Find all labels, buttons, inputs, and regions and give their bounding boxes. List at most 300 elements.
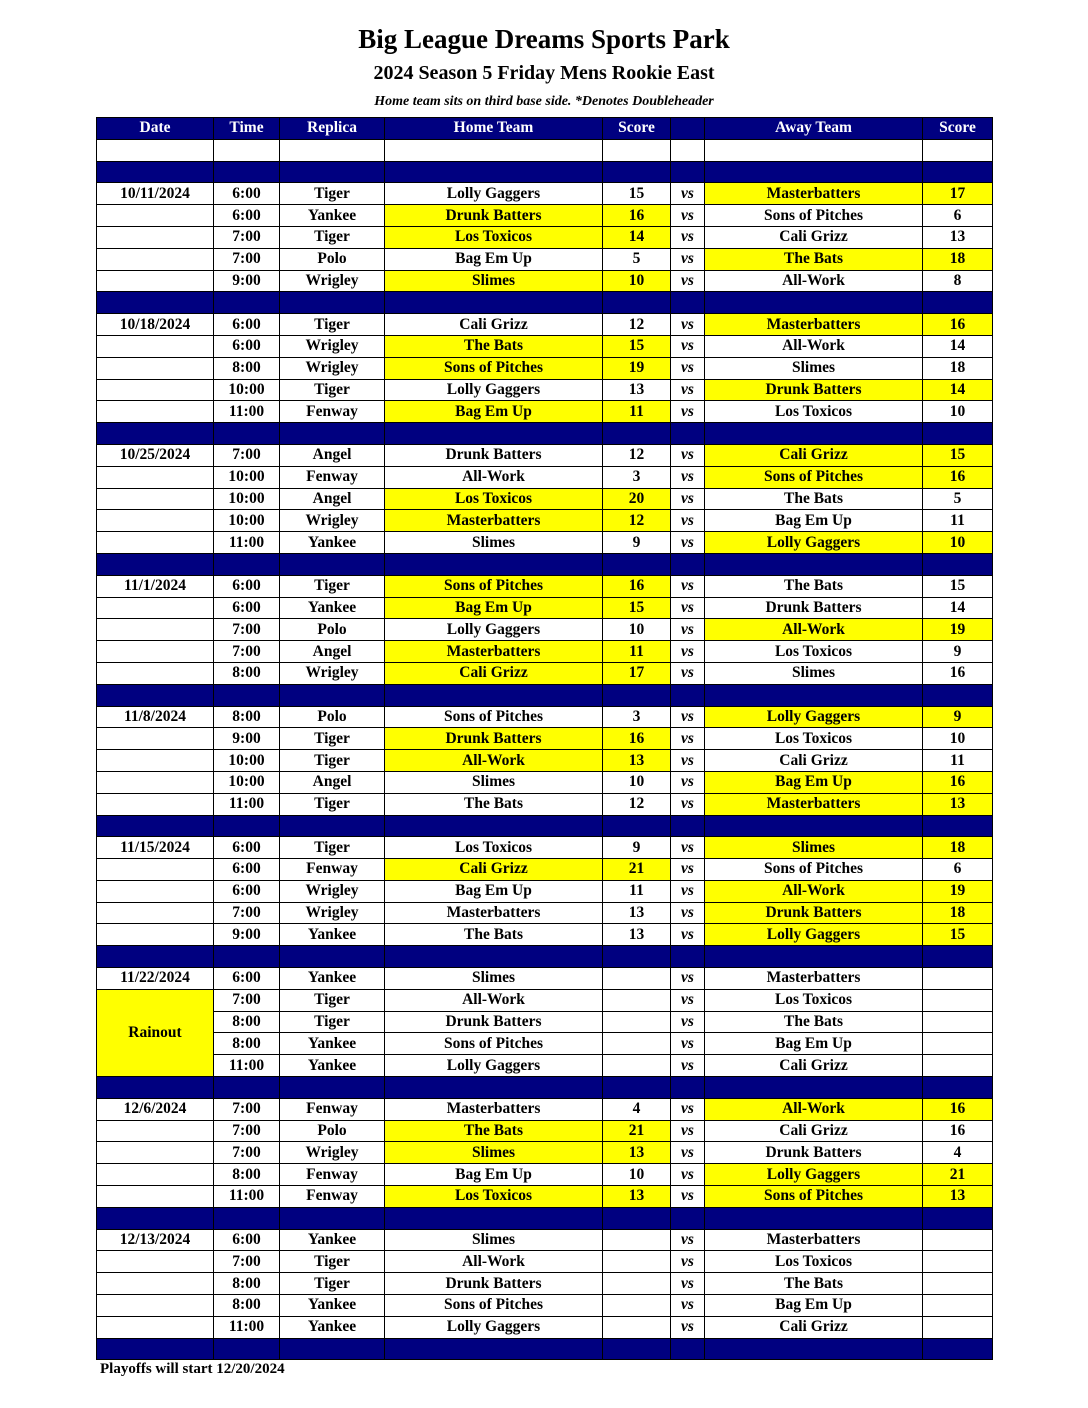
- game-replica: Wrigley: [280, 662, 385, 684]
- separator-cell: [923, 815, 993, 837]
- away-team: Masterbatters: [705, 314, 923, 336]
- game-row: [97, 1120, 993, 1142]
- home-score: 21: [603, 859, 671, 881]
- home-score: [603, 1011, 671, 1033]
- away-score: 11: [923, 510, 993, 532]
- game-row: [97, 750, 993, 772]
- vs-label: vs: [671, 1011, 705, 1033]
- game-row: [97, 357, 993, 379]
- separator-row: [97, 553, 993, 575]
- game-replica: Wrigley: [280, 880, 385, 902]
- separator-cell: [705, 815, 923, 837]
- home-team: Bag Em Up: [385, 1164, 603, 1186]
- game-row: [97, 444, 993, 466]
- date-blank-cell: [97, 750, 214, 772]
- date-blank-cell: [97, 902, 214, 924]
- away-score: 9: [923, 641, 993, 663]
- away-team: All-Work: [705, 270, 923, 292]
- date-blank-cell: [97, 771, 214, 793]
- game-row: [97, 771, 993, 793]
- col-header-home-team: Home Team: [385, 118, 603, 140]
- game-time: 6:00: [214, 859, 280, 881]
- game-time: 7:00: [214, 1098, 280, 1120]
- game-date: 11/15/2024: [97, 837, 214, 859]
- game-row: [97, 335, 993, 357]
- game-time: 7:00: [214, 1251, 280, 1273]
- vs-label: vs: [671, 401, 705, 423]
- away-score: 14: [923, 597, 993, 619]
- game-replica: Tiger: [280, 837, 385, 859]
- game-replica: Wrigley: [280, 357, 385, 379]
- schedule-body: [97, 139, 993, 1360]
- separator-cell: [923, 946, 993, 968]
- home-score: 16: [603, 575, 671, 597]
- game-time: 6:00: [214, 314, 280, 336]
- away-score: [923, 1229, 993, 1251]
- separator-cell: [280, 292, 385, 314]
- separator-row: [97, 161, 993, 183]
- game-row: [97, 314, 993, 336]
- away-score: 18: [923, 902, 993, 924]
- separator-cell: [671, 553, 705, 575]
- date-blank-cell: [97, 880, 214, 902]
- game-replica: Tiger: [280, 379, 385, 401]
- away-score: 16: [923, 771, 993, 793]
- home-score: 10: [603, 270, 671, 292]
- home-team: Masterbatters: [385, 510, 603, 532]
- game-date: 11/1/2024: [97, 575, 214, 597]
- game-replica: Angel: [280, 488, 385, 510]
- separator-cell: [280, 1077, 385, 1099]
- blank-cell: [603, 139, 671, 161]
- date-blank-cell: [97, 619, 214, 641]
- home-team: Cali Grizz: [385, 859, 603, 881]
- game-time: 6:00: [214, 837, 280, 859]
- away-team: Bag Em Up: [705, 1033, 923, 1055]
- away-team: Los Toxicos: [705, 1251, 923, 1273]
- away-score: 15: [923, 444, 993, 466]
- game-replica: Polo: [280, 706, 385, 728]
- away-team: Masterbatters: [705, 183, 923, 205]
- home-team: Drunk Batters: [385, 205, 603, 227]
- home-score: 11: [603, 641, 671, 663]
- separator-cell: [280, 1338, 385, 1360]
- game-row: [97, 989, 993, 1011]
- vs-label: vs: [671, 1229, 705, 1251]
- separator-cell: [671, 946, 705, 968]
- rainout-label: Rainout: [97, 989, 214, 1076]
- vs-label: vs: [671, 968, 705, 990]
- away-team: Masterbatters: [705, 793, 923, 815]
- away-team: Masterbatters: [705, 1229, 923, 1251]
- game-time: 10:00: [214, 510, 280, 532]
- home-score: 11: [603, 401, 671, 423]
- game-row: [97, 1273, 993, 1295]
- blank-cell: [280, 139, 385, 161]
- away-score: 6: [923, 859, 993, 881]
- date-blank-cell: [97, 335, 214, 357]
- away-team: All-Work: [705, 335, 923, 357]
- away-score: 18: [923, 357, 993, 379]
- game-time: 7:00: [214, 902, 280, 924]
- game-row: [97, 728, 993, 750]
- home-team: Cali Grizz: [385, 314, 603, 336]
- away-team: Cali Grizz: [705, 750, 923, 772]
- game-replica: Wrigley: [280, 1142, 385, 1164]
- away-team: Bag Em Up: [705, 510, 923, 532]
- separator-cell: [603, 161, 671, 183]
- separator-cell: [214, 553, 280, 575]
- separator-cell: [280, 815, 385, 837]
- separator-cell: [603, 815, 671, 837]
- separator-cell: [705, 1077, 923, 1099]
- separator-cell: [671, 423, 705, 445]
- date-blank-cell: [97, 532, 214, 554]
- game-row: [97, 401, 993, 423]
- game-time: 7:00: [214, 226, 280, 248]
- separator-cell: [705, 161, 923, 183]
- separator-cell: [214, 684, 280, 706]
- game-date: 10/18/2024: [97, 314, 214, 336]
- away-score: 18: [923, 837, 993, 859]
- vs-label: vs: [671, 466, 705, 488]
- vs-label: vs: [671, 1316, 705, 1338]
- game-replica: Yankee: [280, 968, 385, 990]
- game-replica: Tiger: [280, 226, 385, 248]
- home-team: Sons of Pitches: [385, 706, 603, 728]
- game-time: 6:00: [214, 597, 280, 619]
- vs-label: vs: [671, 1251, 705, 1273]
- away-team: Sons of Pitches: [705, 859, 923, 881]
- game-row: [97, 575, 993, 597]
- away-team: Los Toxicos: [705, 989, 923, 1011]
- separator-cell: [280, 684, 385, 706]
- date-blank-cell: [97, 488, 214, 510]
- separator-cell: [671, 1338, 705, 1360]
- home-score: 12: [603, 510, 671, 532]
- game-row: [97, 1186, 993, 1208]
- away-team: Lolly Gaggers: [705, 532, 923, 554]
- game-row: [97, 510, 993, 532]
- game-time: 8:00: [214, 1273, 280, 1295]
- game-replica: Tiger: [280, 728, 385, 750]
- separator-cell: [280, 553, 385, 575]
- away-score: 10: [923, 532, 993, 554]
- away-team: Los Toxicos: [705, 641, 923, 663]
- home-score: 16: [603, 205, 671, 227]
- game-time: 7:00: [214, 641, 280, 663]
- game-replica: Angel: [280, 444, 385, 466]
- away-score: 13: [923, 793, 993, 815]
- separator-row: [97, 423, 993, 445]
- game-time: 7:00: [214, 989, 280, 1011]
- home-score: 21: [603, 1120, 671, 1142]
- vs-label: vs: [671, 183, 705, 205]
- home-score: 3: [603, 466, 671, 488]
- game-date: 11/8/2024: [97, 706, 214, 728]
- game-time: 8:00: [214, 706, 280, 728]
- date-blank-cell: [97, 248, 214, 270]
- game-date: 10/11/2024: [97, 183, 214, 205]
- separator-cell: [385, 423, 603, 445]
- home-score: 13: [603, 1142, 671, 1164]
- home-team: The Bats: [385, 924, 603, 946]
- home-team: Los Toxicos: [385, 837, 603, 859]
- home-team: Masterbatters: [385, 1098, 603, 1120]
- separator-cell: [280, 423, 385, 445]
- game-time: 10:00: [214, 771, 280, 793]
- home-score: [603, 1033, 671, 1055]
- away-team: All-Work: [705, 880, 923, 902]
- separator-cell: [705, 946, 923, 968]
- home-score: 14: [603, 226, 671, 248]
- away-team: All-Work: [705, 619, 923, 641]
- game-row: [97, 466, 993, 488]
- game-row: [97, 270, 993, 292]
- separator-row: [97, 684, 993, 706]
- away-score: 6: [923, 205, 993, 227]
- separator-cell: [214, 1207, 280, 1229]
- separator-cell: [671, 292, 705, 314]
- away-team: Lolly Gaggers: [705, 924, 923, 946]
- game-time: 7:00: [214, 619, 280, 641]
- game-time: 11:00: [214, 401, 280, 423]
- away-team: Drunk Batters: [705, 902, 923, 924]
- header-row: [97, 118, 993, 140]
- vs-label: vs: [671, 532, 705, 554]
- game-replica: Fenway: [280, 401, 385, 423]
- separator-cell: [280, 1207, 385, 1229]
- home-team: Sons of Pitches: [385, 1033, 603, 1055]
- game-row: [97, 1316, 993, 1338]
- home-team: Sons of Pitches: [385, 575, 603, 597]
- vs-label: vs: [671, 357, 705, 379]
- home-score: 12: [603, 314, 671, 336]
- away-score: 16: [923, 1098, 993, 1120]
- blank-cell: [923, 139, 993, 161]
- game-replica: Wrigley: [280, 335, 385, 357]
- separator-cell: [385, 815, 603, 837]
- game-row: [97, 1251, 993, 1273]
- vs-label: vs: [671, 619, 705, 641]
- away-score: 9: [923, 706, 993, 728]
- away-score: [923, 1316, 993, 1338]
- game-replica: Tiger: [280, 183, 385, 205]
- game-replica: Tiger: [280, 1251, 385, 1273]
- separator-cell: [385, 553, 603, 575]
- away-score: [923, 968, 993, 990]
- separator-cell: [705, 684, 923, 706]
- vs-label: vs: [671, 989, 705, 1011]
- home-score: 13: [603, 379, 671, 401]
- vs-label: vs: [671, 924, 705, 946]
- game-row: [97, 597, 993, 619]
- vs-label: vs: [671, 771, 705, 793]
- home-team: Los Toxicos: [385, 226, 603, 248]
- game-replica: Yankee: [280, 532, 385, 554]
- separator-cell: [923, 292, 993, 314]
- date-blank-cell: [97, 1142, 214, 1164]
- game-replica: Wrigley: [280, 902, 385, 924]
- away-team: All-Work: [705, 1098, 923, 1120]
- home-score: [603, 1055, 671, 1077]
- col-header-away-team: Away Team: [705, 118, 923, 140]
- away-team: Lolly Gaggers: [705, 1164, 923, 1186]
- away-score: [923, 1055, 993, 1077]
- home-team: Los Toxicos: [385, 1186, 603, 1208]
- game-row: [97, 1229, 993, 1251]
- vs-label: vs: [671, 575, 705, 597]
- game-time: 7:00: [214, 444, 280, 466]
- separator-cell: [671, 161, 705, 183]
- date-blank-cell: [97, 662, 214, 684]
- game-time: 8:00: [214, 1164, 280, 1186]
- separator-cell: [214, 161, 280, 183]
- game-time: 10:00: [214, 750, 280, 772]
- home-score: 13: [603, 1186, 671, 1208]
- separator-cell: [97, 423, 214, 445]
- away-team: Cali Grizz: [705, 1316, 923, 1338]
- game-time: 8:00: [214, 1033, 280, 1055]
- separator-cell: [214, 815, 280, 837]
- home-team: Bag Em Up: [385, 597, 603, 619]
- separator-cell: [705, 1207, 923, 1229]
- game-replica: Tiger: [280, 750, 385, 772]
- game-time: 10:00: [214, 379, 280, 401]
- home-team: Masterbatters: [385, 641, 603, 663]
- home-score: 15: [603, 335, 671, 357]
- game-row: [97, 248, 993, 270]
- game-replica: Tiger: [280, 1011, 385, 1033]
- game-time: 6:00: [214, 1229, 280, 1251]
- home-score: 10: [603, 771, 671, 793]
- game-replica: Angel: [280, 641, 385, 663]
- away-team: Los Toxicos: [705, 401, 923, 423]
- date-blank-cell: [97, 401, 214, 423]
- date-blank-cell: [97, 466, 214, 488]
- away-score: [923, 1295, 993, 1317]
- game-row: [97, 1055, 993, 1077]
- game-time: 6:00: [214, 575, 280, 597]
- separator-cell: [280, 946, 385, 968]
- separator-cell: [705, 423, 923, 445]
- separator-cell: [97, 292, 214, 314]
- away-score: [923, 1033, 993, 1055]
- game-time: 10:00: [214, 466, 280, 488]
- game-replica: Wrigley: [280, 270, 385, 292]
- game-replica: Yankee: [280, 1316, 385, 1338]
- home-team: Drunk Batters: [385, 444, 603, 466]
- away-team: Sons of Pitches: [705, 205, 923, 227]
- home-score: 10: [603, 1164, 671, 1186]
- home-score: 3: [603, 706, 671, 728]
- date-blank-cell: [97, 924, 214, 946]
- separator-row: [97, 946, 993, 968]
- vs-label: vs: [671, 1098, 705, 1120]
- blank-cell: [97, 139, 214, 161]
- away-team: Bag Em Up: [705, 1295, 923, 1317]
- game-replica: Yankee: [280, 597, 385, 619]
- home-team: Lolly Gaggers: [385, 619, 603, 641]
- game-row: [97, 968, 993, 990]
- separator-row: [97, 292, 993, 314]
- home-score: 10: [603, 619, 671, 641]
- away-team: Drunk Batters: [705, 1142, 923, 1164]
- game-time: 11:00: [214, 1186, 280, 1208]
- separator-cell: [97, 815, 214, 837]
- home-team: All-Work: [385, 466, 603, 488]
- home-score: 12: [603, 444, 671, 466]
- game-replica: Angel: [280, 771, 385, 793]
- vs-label: vs: [671, 510, 705, 532]
- vs-label: vs: [671, 750, 705, 772]
- vs-label: vs: [671, 728, 705, 750]
- away-team: Cali Grizz: [705, 444, 923, 466]
- blank-cell: [671, 139, 705, 161]
- date-blank-cell: [97, 1295, 214, 1317]
- game-time: 8:00: [214, 662, 280, 684]
- date-blank-cell: [97, 793, 214, 815]
- game-replica: Tiger: [280, 1273, 385, 1295]
- home-team: Bag Em Up: [385, 248, 603, 270]
- home-team: All-Work: [385, 989, 603, 1011]
- separator-cell: [97, 161, 214, 183]
- game-row: [97, 1164, 993, 1186]
- separator-cell: [214, 423, 280, 445]
- away-score: 16: [923, 662, 993, 684]
- col-header-away-score: Score: [923, 118, 993, 140]
- date-blank-cell: [97, 510, 214, 532]
- away-team: Slimes: [705, 662, 923, 684]
- date-blank-cell: [97, 728, 214, 750]
- date-blank-cell: [97, 641, 214, 663]
- separator-cell: [671, 1077, 705, 1099]
- home-score: [603, 1295, 671, 1317]
- game-time: 9:00: [214, 728, 280, 750]
- page-title: Big League Dreams Sports Park: [358, 24, 730, 54]
- home-team: Slimes: [385, 968, 603, 990]
- game-replica: Yankee: [280, 924, 385, 946]
- blank-cell: [385, 139, 603, 161]
- vs-label: vs: [671, 1186, 705, 1208]
- separator-cell: [603, 1207, 671, 1229]
- game-row: [97, 924, 993, 946]
- away-score: 16: [923, 314, 993, 336]
- vs-label: vs: [671, 1055, 705, 1077]
- away-score: 5: [923, 488, 993, 510]
- separator-cell: [603, 1338, 671, 1360]
- separator-cell: [385, 292, 603, 314]
- home-team: All-Work: [385, 1251, 603, 1273]
- home-team: Bag Em Up: [385, 880, 603, 902]
- game-date: 10/25/2024: [97, 444, 214, 466]
- separator-cell: [923, 161, 993, 183]
- home-score: 19: [603, 357, 671, 379]
- game-row: [97, 1142, 993, 1164]
- game-row: [97, 532, 993, 554]
- separator-cell: [385, 946, 603, 968]
- separator-row: [97, 1338, 993, 1360]
- home-score: [603, 989, 671, 1011]
- date-blank-cell: [97, 357, 214, 379]
- home-score: 13: [603, 750, 671, 772]
- separator-cell: [603, 1077, 671, 1099]
- game-replica: Yankee: [280, 1295, 385, 1317]
- vs-label: vs: [671, 444, 705, 466]
- home-team: Drunk Batters: [385, 1011, 603, 1033]
- away-score: [923, 989, 993, 1011]
- away-score: 14: [923, 379, 993, 401]
